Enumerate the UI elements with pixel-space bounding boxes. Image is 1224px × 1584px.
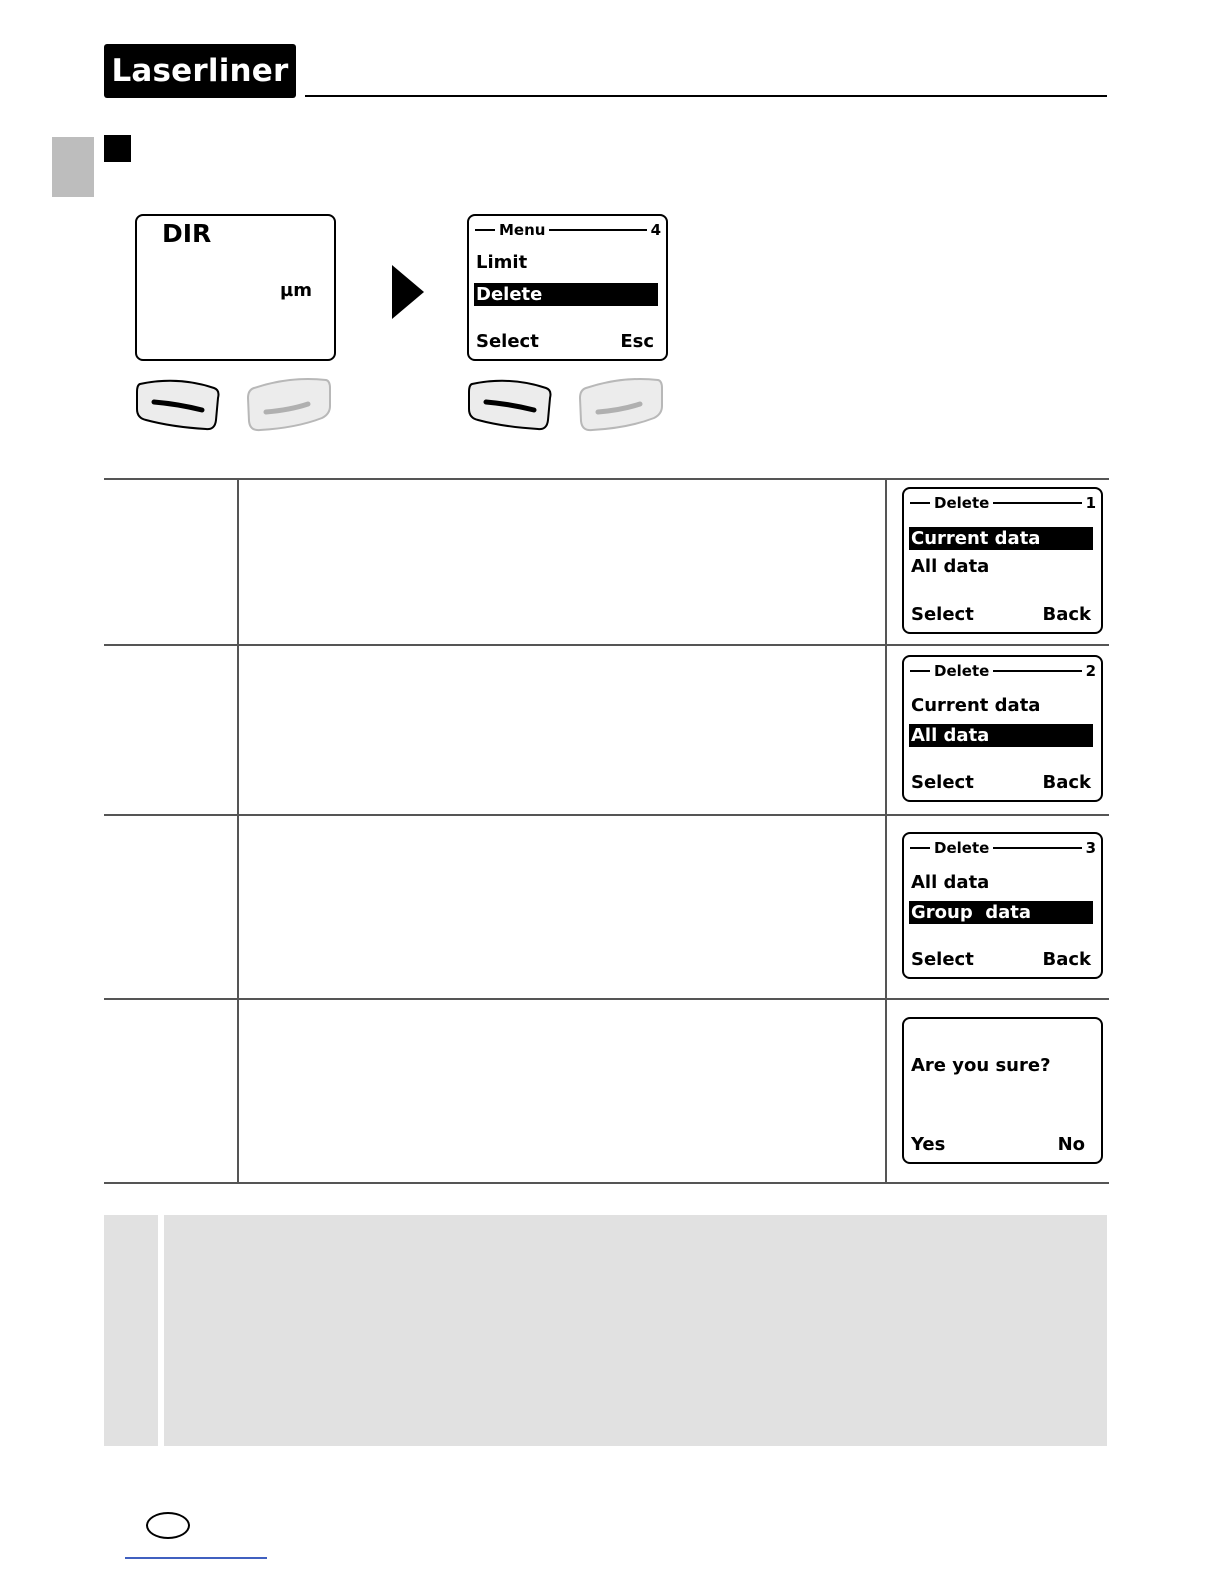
softkey-label-select: Select xyxy=(911,949,974,970)
lcd-measure-screen xyxy=(135,214,336,361)
delete-header-1 xyxy=(910,494,1096,512)
note-box-margin xyxy=(104,1215,158,1446)
softkey-label-select: Select xyxy=(476,331,539,352)
softkey-right[interactable] xyxy=(244,376,334,434)
menu-header xyxy=(475,221,661,239)
item-all-data[interactable]: All data xyxy=(911,872,990,893)
lcd-confirm-screen xyxy=(902,1017,1103,1164)
confirm-question: Are you sure? xyxy=(911,1055,1051,1076)
softkey-left-2[interactable] xyxy=(466,376,554,434)
header-rule xyxy=(305,95,1107,97)
delete-page-number: 1 xyxy=(1085,494,1096,512)
delete-title: Delete xyxy=(934,839,990,857)
item-all-data[interactable]: All data xyxy=(911,556,990,577)
laserliner-logo: Laserliner xyxy=(104,44,296,98)
table-rule-bottom xyxy=(104,1182,1109,1184)
softkey-label-back: Back xyxy=(1042,772,1091,793)
delete-page-number: 2 xyxy=(1085,662,1096,680)
table-rule-3 xyxy=(104,998,1109,1000)
table-col-divider-2 xyxy=(885,478,887,1182)
lcd-menu-screen xyxy=(467,214,668,361)
footer-rule xyxy=(125,1557,267,1559)
note-box xyxy=(164,1215,1107,1446)
language-side-tab xyxy=(52,137,94,197)
lcd-delete-screen-1 xyxy=(902,487,1103,634)
item-current-data-selected[interactable]: Current data xyxy=(909,527,1093,550)
softkey-label-no: No xyxy=(1057,1134,1085,1155)
item-current-data[interactable]: Current data xyxy=(911,695,1041,716)
item-all-data-selected[interactable]: All data xyxy=(909,724,1093,747)
lcd-delete-screen-2 xyxy=(902,655,1103,802)
table-rule-top xyxy=(104,478,1109,480)
table-col-divider-1 xyxy=(237,478,239,1182)
lcd-delete-screen-3 xyxy=(902,832,1103,979)
softkey-label-esc: Esc xyxy=(620,331,654,352)
softkey-label-select: Select xyxy=(911,772,974,793)
menu-title: Menu xyxy=(499,221,546,239)
delete-title: Delete xyxy=(934,662,990,680)
table-rule-2 xyxy=(104,814,1109,816)
delete-header-3 xyxy=(910,839,1096,857)
menu-item-delete-selected[interactable]: Delete xyxy=(474,283,658,306)
menu-item-limit[interactable]: Limit xyxy=(476,252,528,273)
softkey-label-yes: Yes xyxy=(911,1134,946,1155)
softkey-left[interactable] xyxy=(134,376,222,434)
right-arrow-icon xyxy=(392,265,424,319)
softkey-label-select: Select xyxy=(911,604,974,625)
softkey-label-back: Back xyxy=(1042,949,1091,970)
softkey-right-2[interactable] xyxy=(576,376,666,434)
section-marker xyxy=(104,135,131,162)
softkey-label-back: Back xyxy=(1042,604,1091,625)
table-rule-1 xyxy=(104,644,1109,646)
delete-page-number: 3 xyxy=(1085,839,1096,857)
delete-title: Delete xyxy=(934,494,990,512)
item-group-data-selected[interactable]: Group data xyxy=(909,901,1093,924)
mode-label: DIR xyxy=(162,219,212,248)
language-badge xyxy=(146,1512,190,1539)
delete-header-2 xyxy=(910,662,1096,680)
menu-page-number: 4 xyxy=(650,221,661,239)
unit-label: µm xyxy=(280,280,313,301)
